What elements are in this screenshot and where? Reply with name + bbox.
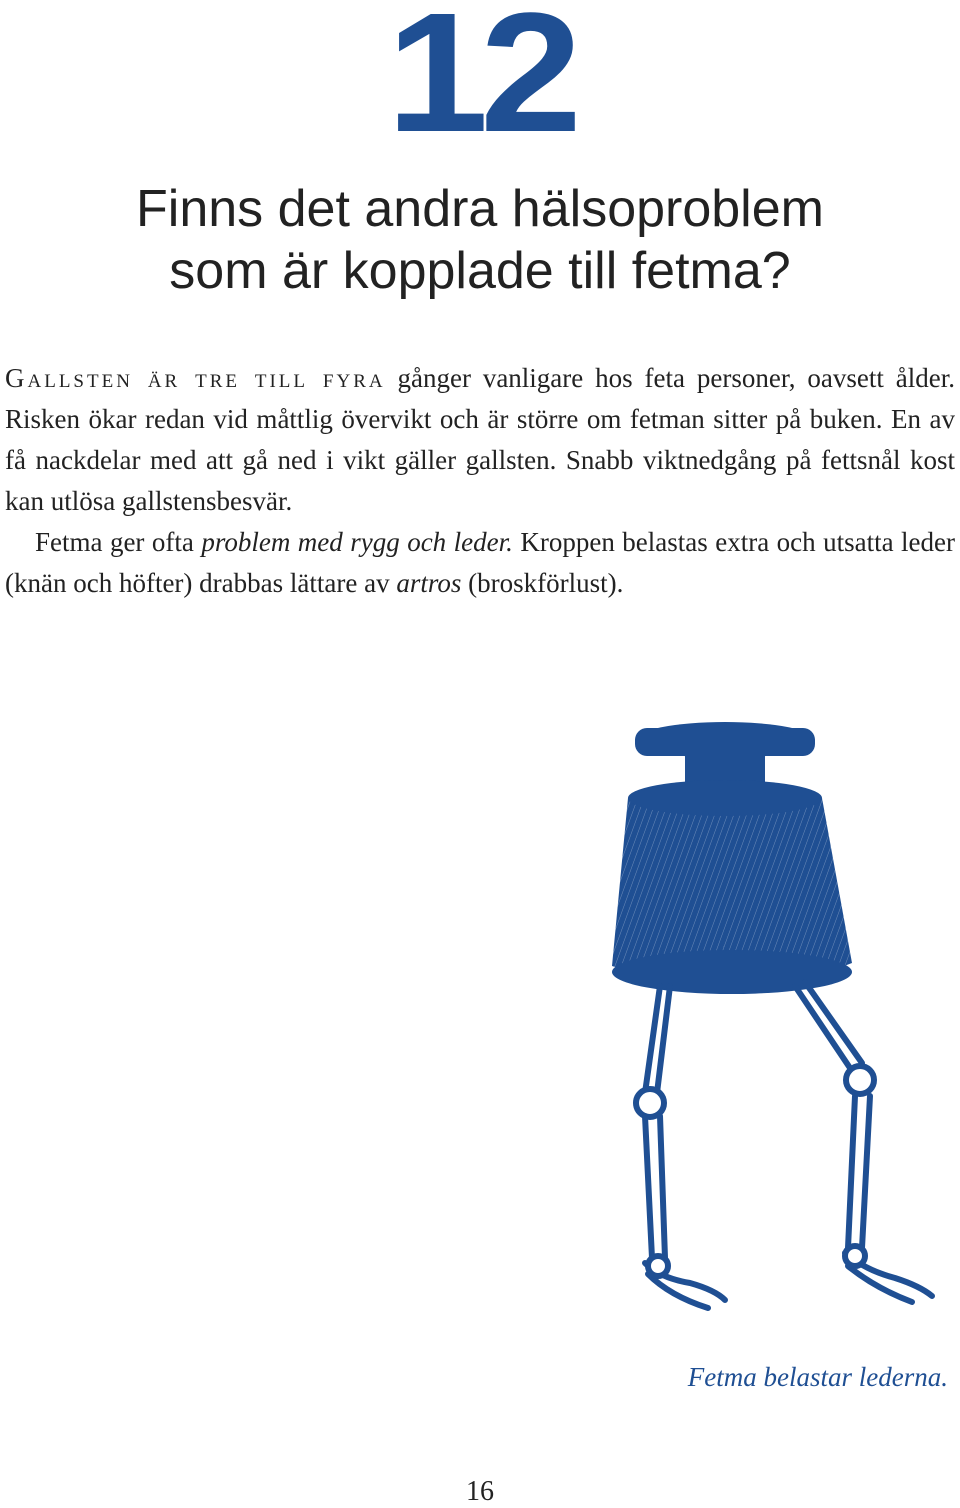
body-text [5, 358, 955, 604]
weight-handle-cap [635, 728, 815, 756]
weight-bottom-rim [612, 950, 852, 994]
paragraph-lead-in: Gallsten är tre till fyra [5, 363, 386, 393]
page-number: 16 [466, 1476, 494, 1507]
paragraph-joints [5, 522, 955, 604]
chapter-number: 12 [386, 0, 574, 168]
right-skeleton-leg [795, 982, 932, 1302]
illustration-caption: Fetma belastar lederna. [687, 1362, 948, 1392]
paragraph-joints-text-c: (broskförlust). [461, 568, 624, 598]
paragraph-joints-emphasis-a: problem med rygg och leder. [201, 527, 513, 557]
paragraph-gallstones [5, 358, 955, 522]
left-skeleton-leg [636, 986, 725, 1308]
chapter-title-line-1: Finns det andra hälsoproblem [136, 180, 824, 238]
paragraph-gallstones-text: gånger vanligare hos feta personer, oavsett ålder. Risken ökar redan vid måttlig övervikt och är större om fetman sitter på buken. En av få nackdelar med att gå ned i vikt gäller gallsten. Snabb viktnedgång på fettsnål kost kan utlösa gallstensbesvär. [5, 363, 955, 516]
chapter-title-line-2: som är kopplade till fetma? [169, 242, 791, 300]
paragraph-joints-text-b: Kroppen belastas extra och utsatta leder (knän och höfter) drabbas lättare av [5, 527, 956, 598]
weight-on-skeleton-legs-icon [590, 718, 940, 1358]
paragraph-joints-emphasis-b: artros [396, 568, 462, 598]
paragraph-joints-text-a: Fetma ger ofta [35, 527, 202, 557]
chapter-title [0, 178, 960, 302]
weight-top-rim [628, 780, 822, 816]
